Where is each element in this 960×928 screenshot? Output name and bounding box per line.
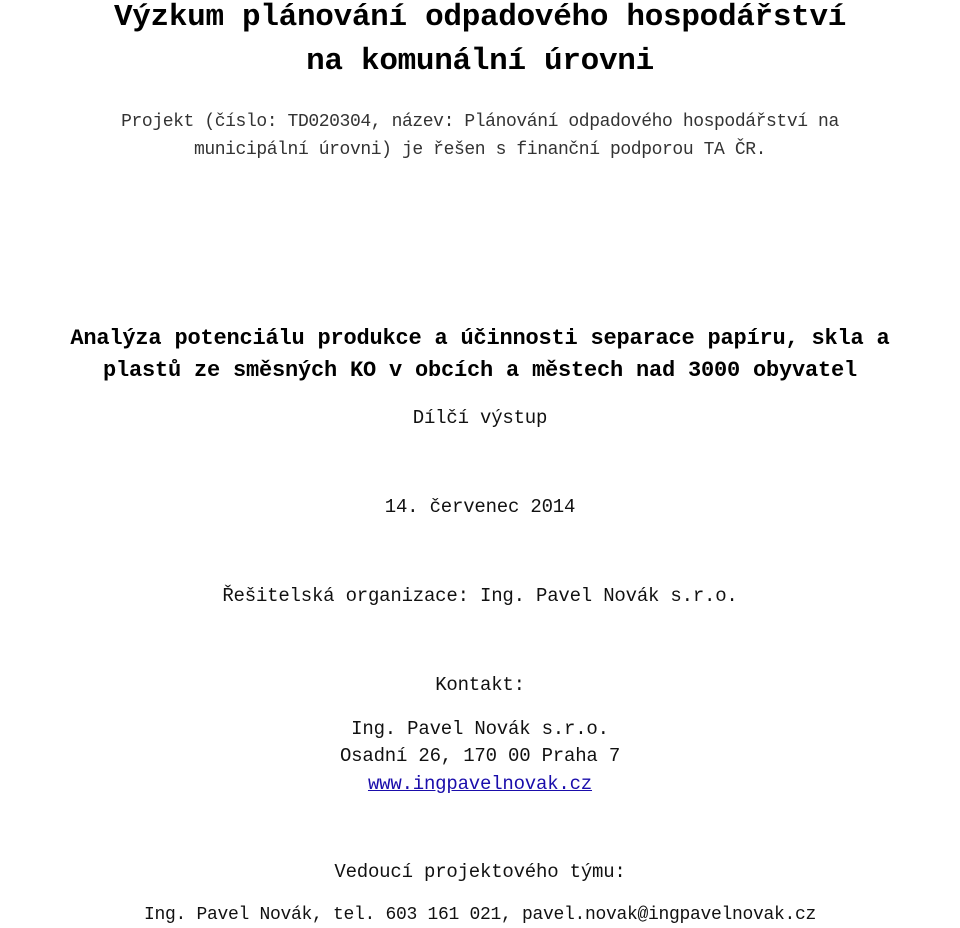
document-title-line-1: Výzkum plánování odpadového hospodářství — [113, 0, 847, 35]
project-info-line-1: Projekt (číslo: TD020304, název: Plánování odpadového hospodářství na — [121, 112, 839, 132]
contact-website-link[interactable]: www.ingpavelnovak.cz — [367, 773, 593, 795]
contact-heading: Kontakt: — [435, 674, 525, 696]
report-title-line-1: Analýza potenciálu produkce a účinnosti separace papíru, skla a — [70, 326, 890, 351]
contact-address: Osadní 26, 170 00 Praha 7 — [339, 745, 621, 767]
project-info-line-2: municipální úrovni) je řešen s finanční podporou TA ČR. — [193, 140, 767, 160]
contact-website-line — [0, 773, 960, 795]
report-date: 14. červenec 2014 — [384, 496, 576, 518]
team-lead-heading: Vedoucí projektového týmu: — [334, 861, 626, 883]
report-type: Dílčí výstup — [412, 407, 548, 429]
report-title-line-2: plastů ze směsných KO v obcích a městech nad 3000 obyvatel — [102, 358, 858, 383]
team-lead-details: Ing. Pavel Novák, tel. 603 161 021, pavel.novak@ingpavelnovak.cz — [143, 905, 817, 925]
contact-company-name: Ing. Pavel Novák s.r.o. — [351, 718, 609, 740]
solver-organization: Řešitelská organizace: Ing. Pavel Novák s.r.o. — [222, 585, 738, 607]
document-title-line-2: na komunální úrovni — [306, 44, 654, 79]
